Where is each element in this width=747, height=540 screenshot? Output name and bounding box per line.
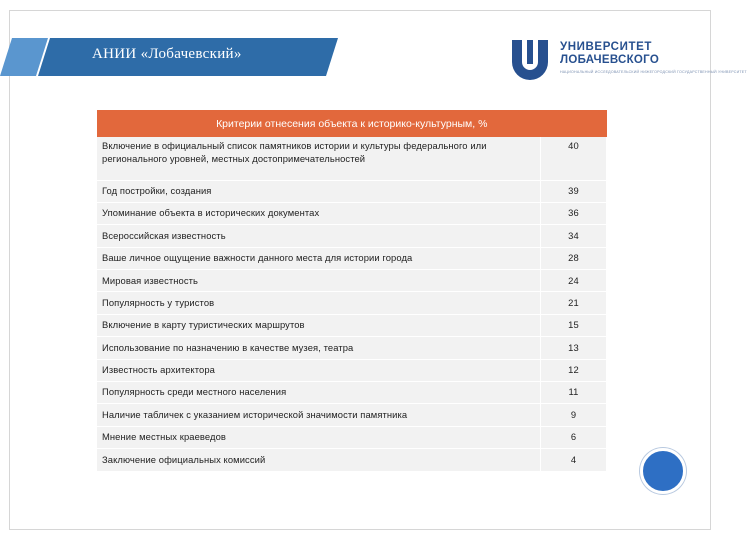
value-cell: 9	[541, 404, 607, 426]
criterion-cell: Наличие табличек с указанием исторической значимости памятника	[97, 404, 541, 426]
criterion-cell: Использование по назначению в качестве музея, театра	[97, 337, 541, 359]
table-row	[97, 337, 607, 359]
value-cell: 39	[541, 180, 607, 202]
table-row	[97, 314, 607, 336]
table-row	[97, 202, 607, 224]
logo-text-line2: ЛОБАЧЕВСКОГО	[560, 54, 660, 66]
criterion-text: Включение в официальный список памятников истории и культуры федерального или регионального уровней, местных достопримечательностей	[102, 140, 487, 164]
logo-text-line3: НАЦИОНАЛЬНЫЙ ИССЛЕДОВАТЕЛЬСКИЙ НИЖЕГОРОДСКИЙ ГОСУДАРСТВЕННЫЙ УНИВЕРСИТЕТ	[560, 70, 747, 74]
criterion-cell: Мировая известность	[97, 270, 541, 292]
value-cell: 28	[541, 247, 607, 269]
value-cell: 40	[541, 137, 607, 180]
table-row	[97, 426, 607, 448]
criterion-cell	[97, 137, 541, 180]
criterion-cell: Ваше личное ощущение важности данного места для истории города	[97, 247, 541, 269]
table-row	[97, 180, 607, 202]
value-cell: 12	[541, 359, 607, 381]
criteria-table	[97, 110, 607, 472]
criterion-cell: Мнение местных краеведов	[97, 426, 541, 448]
value-cell: 21	[541, 292, 607, 314]
criterion-cell: Популярность у туристов	[97, 292, 541, 314]
table-row	[97, 270, 607, 292]
table-row	[97, 137, 607, 180]
criterion-cell: Заключение официальных комиссий	[97, 449, 541, 471]
value-cell: 4	[541, 449, 607, 471]
university-logo	[508, 34, 747, 82]
criterion-cell: Всероссийская известность	[97, 225, 541, 247]
table-row	[97, 247, 607, 269]
table-header-row	[97, 110, 607, 137]
table-row	[97, 449, 607, 471]
criterion-cell: Включение в карту туристических маршрутов	[97, 314, 541, 336]
criterion-cell: Известность архитектора	[97, 359, 541, 381]
table-row	[97, 292, 607, 314]
table-header: Критерии отнесения объекта к историко-культурным, %	[97, 110, 607, 137]
header-title: АНИИ «Лобачевский»	[92, 46, 242, 62]
value-cell: 11	[541, 382, 607, 404]
table-row	[97, 382, 607, 404]
table-row	[97, 404, 607, 426]
table-row	[97, 359, 607, 381]
value-cell: 34	[541, 225, 607, 247]
criterion-cell: Упоминание объекта в исторических документах	[97, 202, 541, 224]
value-cell: 36	[541, 202, 607, 224]
value-cell: 24	[541, 270, 607, 292]
value-cell: 13	[541, 337, 607, 359]
decorative-circle	[640, 448, 686, 494]
table-row	[97, 225, 607, 247]
criterion-cell: Год постройки, создания	[97, 180, 541, 202]
logo-text-line1: УНИВЕРСИТЕТ	[560, 41, 652, 53]
value-cell: 15	[541, 314, 607, 336]
criterion-cell: Популярность среди местного населения	[97, 382, 541, 404]
university-logo-icon	[508, 36, 552, 80]
value-cell: 6	[541, 426, 607, 448]
